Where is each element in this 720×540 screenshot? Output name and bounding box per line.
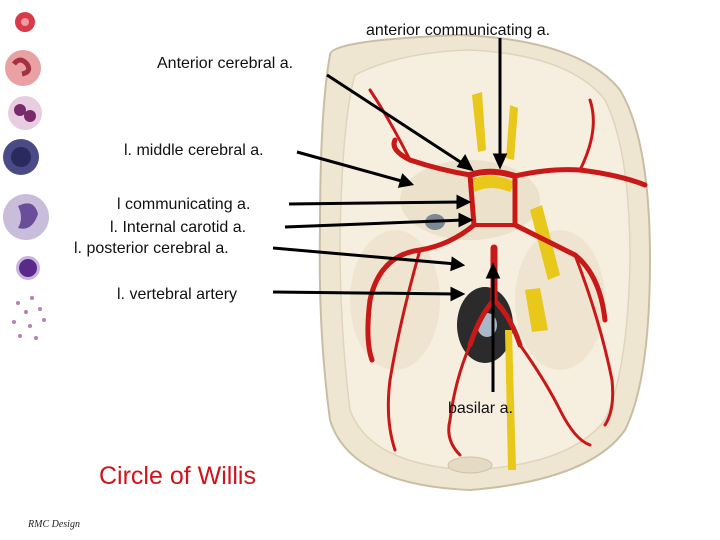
basophil-icon [3,139,39,175]
credit-text: RMC Design [28,519,80,530]
label-anterior-communicating: anterior communicating a. [366,22,551,39]
label-vertebral: l. vertebral artery [117,286,238,303]
pointer-communicating [289,202,462,204]
red-blood-cell-icon [15,12,35,32]
monocyte-icon [3,194,49,240]
blood-cell-strip [3,12,49,340]
label-internal-carotid: l. Internal carotid a. [110,219,247,236]
pointer-vertebral [273,292,456,294]
label-basilar: basilar a. [448,400,513,417]
platelets-icon [12,296,46,340]
label-middle-cerebral: l. middle cerebral a. [124,142,264,159]
label-anterior-cerebral: Anterior cerebral a. [157,55,294,72]
eosinophil-icon [8,96,42,130]
neutrophil-icon [5,50,41,86]
label-posterior-cerebral: l. posterior cerebral a. [74,240,229,257]
lymphocyte-icon [16,256,40,280]
diagram-title: Circle of Willis [99,462,256,490]
label-communicating: l communicating a. [117,196,251,213]
